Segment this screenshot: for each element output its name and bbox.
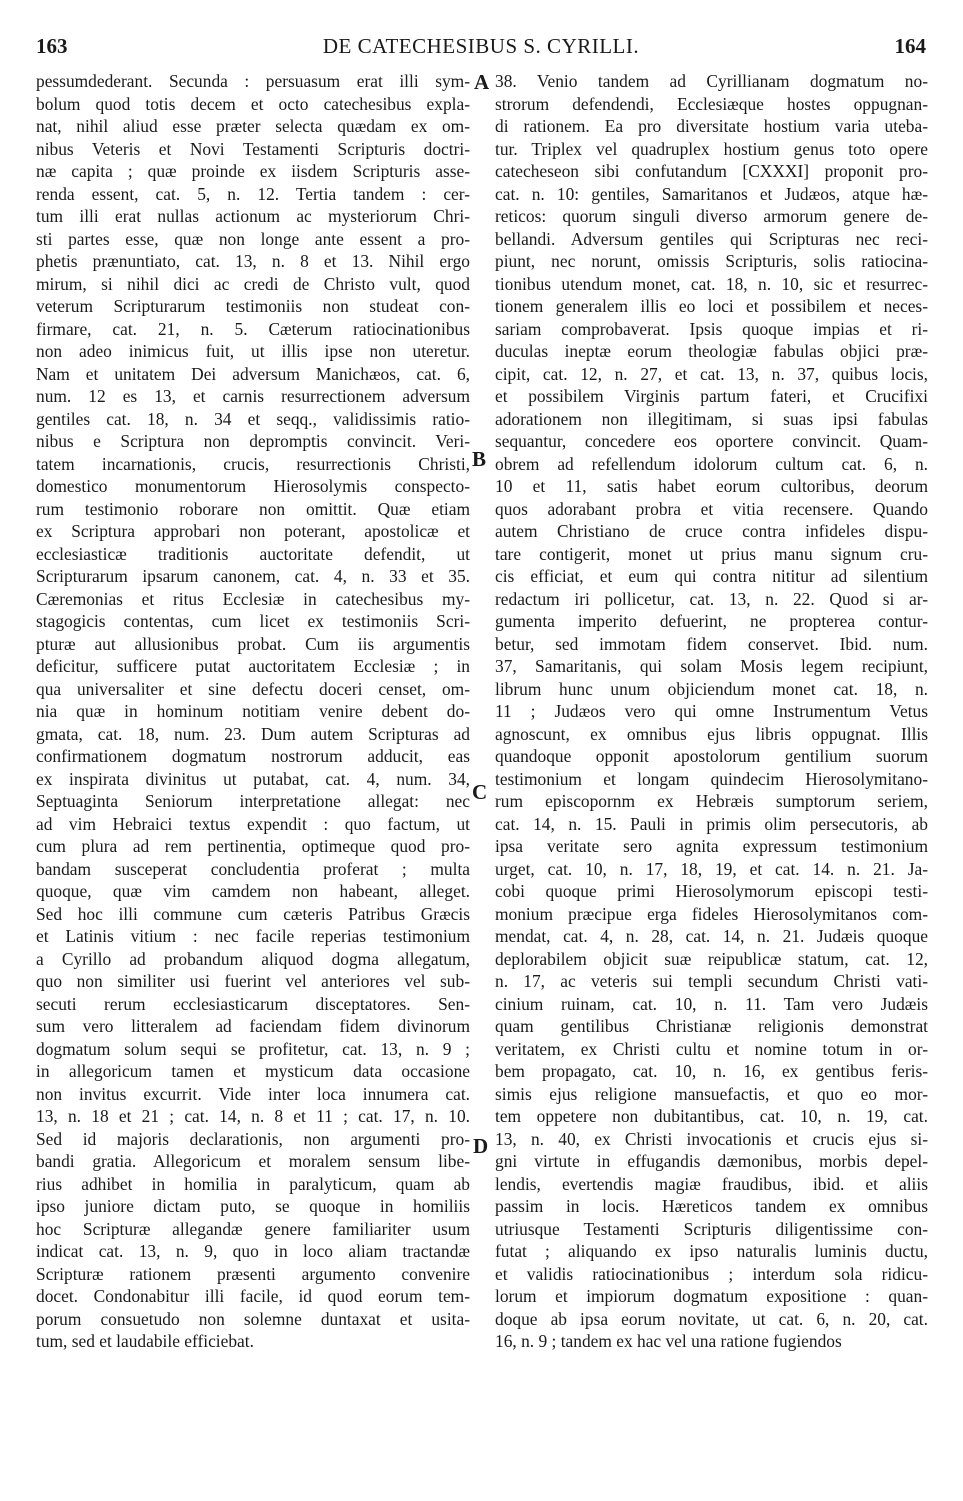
text-line: pessumdederant. Secunda : persuasum erat illi sym-: [36, 71, 470, 91]
text-line: tionem generalem illis eo loci et possibilem et neces-: [495, 296, 928, 316]
text-line: reticos: quorum singuli diverso armorum genere de-: [495, 206, 928, 226]
text-line: bandi gratia. Allegoricum et moralem sensum libe-: [36, 1151, 470, 1171]
text-line: librum hunc unum objiciendum monet cat. 18, n.: [495, 678, 928, 699]
text-line: indicat cat. 13, n. 9, quo in loco aliam tractandæ: [36, 1241, 470, 1261]
running-header: [36, 34, 926, 64]
margin-marker-c: C: [472, 780, 488, 804]
text-line: passim in locis. Hæreticos tandem ex omnibus: [495, 1196, 928, 1216]
text-line: cipit, cat. 12, n. 27, et cat. 13, n. 37, quibus locis,: [495, 363, 928, 384]
text-line: sariam comprobaverat. Ipsis quoque impias et ri-: [495, 318, 928, 339]
text-line: strorum defendendi, Ecclesiæque hostes oppugnan-: [495, 93, 928, 114]
text-line: adorationem non illegitimam, si suas ipsi fabulas: [495, 408, 928, 429]
right-text-column: [495, 70, 928, 1353]
text-line: Sed hoc illi commune cum cæteris Patribus Græcis: [36, 903, 470, 924]
text-line: quandoque opponit apostolorum gentilium suorum: [495, 746, 928, 766]
text-line: simis ejus religione mansuefactis, et quo eo mor-: [495, 1083, 928, 1104]
running-title: DE CATECHESIBUS S. CYRILLI.: [322, 34, 640, 58]
text-line: rius adhibet in homilia in paralyticum, quam ab: [36, 1173, 470, 1194]
text-line: lendis, evertendis magiæ fraudibus, ibid. et aliis: [495, 1173, 928, 1194]
text-line: confirmationem dogmatum nostrorum adducit, eas: [36, 746, 470, 766]
text-line: non invitus excurrit. Vide inter loca innumera cat.: [36, 1083, 470, 1104]
text-line: nibus e Scriptura non depromptis convincit. Veri-: [36, 431, 470, 451]
text-line: testimonium et longam quindecim Hierosolymitano-: [495, 768, 928, 789]
text-line: cum plura ad rem pertinentia, optimeque quod pro-: [36, 836, 470, 856]
text-line: n. 17, ac veteris sui templi secundum Christi vati-: [495, 971, 928, 991]
text-line: cat. 14, n. 15. Pauli in primis olim persecutoris, ab: [495, 813, 928, 834]
text-line: num. 12 es 13, et carnis resurrectionem adversum: [36, 386, 470, 406]
text-line: betur, sed immotam fidem conservet. Ibid. num.: [495, 633, 928, 654]
text-line: gumenta imperito defuerint, ne propterea contur-: [495, 611, 928, 631]
text-line: quo non similiter usi fuerint vel anteriores vel sub-: [36, 971, 470, 991]
text-line: cobi quoque primi Hierosolymorum episcopi testi-: [495, 881, 928, 901]
text-line: Septuaginta Seniorum interpretatione allegat: nec: [36, 791, 470, 811]
text-line: Nam et unitatem Dei adversum Manichæos, cat. 6,: [36, 363, 470, 384]
text-line: tur. Triplex vel quadruplex hostium genus toto opere: [495, 138, 928, 159]
text-line: docet. Condonabitur illi facile, id quod eorum tem-: [36, 1286, 470, 1306]
text-line: deplorabilem objicit suæ reipublicæ statum, cat. 12,: [495, 948, 928, 969]
text-line: bellandi. Adversum gentiles qui Scripturas nec reci-: [495, 228, 928, 249]
text-line: quos adorabant probra et vitia recensere. Quando: [495, 498, 928, 519]
margin-marker-b: B: [472, 447, 487, 471]
text-line: doque ab ipsa eorum novitate, ut cat. 6, n. 20, cat.: [495, 1308, 928, 1329]
text-line: redactum iri pollicetur, cat. 13, n. 22. Quod si ar-: [495, 588, 928, 609]
text-line: tare contigerit, monet ut prius manu signum cru-: [495, 543, 928, 564]
text-line: 10 et 11, satis habet eorum cultoribus, deorum: [495, 476, 928, 496]
left-text-column: [36, 70, 470, 1353]
margin-marker-a: A: [474, 70, 490, 94]
text-line: obrem ad refellendum idolorum cultum cat. 6, n.: [495, 453, 928, 474]
text-line: hoc Scripturæ allegandæ genere familiariter usum: [36, 1218, 470, 1239]
text-line: et Latinis vitium : nec facile reperias testimonium: [36, 926, 470, 946]
page-number-right: 164: [894, 34, 926, 58]
text-line: mirum, si nihil dici ac credi de Christo vult, quod: [36, 273, 470, 294]
text-line: 11 ; Judæos vero qui omne Instrumentum Vetus: [495, 701, 928, 721]
text-line: ipso juniore dictam puto, se quoque in homiliis: [36, 1196, 470, 1216]
text-line: quam gentilibus Christianæ religionis demonstrat: [495, 1016, 928, 1036]
text-line: futat ; aliquando ex ipso naturalis luminis ductu,: [495, 1241, 928, 1261]
text-line: dogmatum solum sequi se profitetur, cat. 13, n. 9 ;: [36, 1038, 470, 1059]
text-line: deficitur, sufficere putat auctoritatem Ecclesiæ ; in: [36, 656, 470, 676]
text-line: monium præcipue erga fideles Hierosolymitanos com-: [495, 903, 928, 924]
text-line: 13, n. 18 et 21 ; cat. 14, n. 8 et 11 ; cat. 17, n. 10.: [36, 1106, 470, 1126]
text-line: ipsa veritate sero agnita expressum testimonium: [495, 836, 928, 856]
text-line: tem oppetere non dubitantibus, cat. 10, n. 19, cat.: [495, 1106, 928, 1126]
text-line: næ capita ; quæ proinde ex iisdem Scripturis asse-: [36, 161, 470, 181]
text-line: autem Christiano de cruce contra infideles dispu-: [495, 521, 928, 541]
text-line: cinium ruinam, cat. 10, n. 11. Tam vero Judæis: [495, 993, 928, 1014]
text-line: ad vim Hebraici textus expendit : quo factum, ut: [36, 813, 470, 834]
text-line: gmata, cat. 18, num. 23. Dum autem Scripturas ad: [36, 723, 470, 744]
text-line: gni virtute in effugandis dæmonibus, morbis depel-: [495, 1151, 928, 1171]
text-line: agnoscunt, ex omnibus ejus libris oppugnat. Illis: [495, 723, 928, 744]
text-line: cat. n. 10: gentiles, Samaritanos et Judæos, atque hæ-: [495, 183, 928, 204]
text-line: quoque, quæ vim camdem non habeant, alleget.: [36, 881, 470, 901]
text-line: et validis ratiocinationibus ; interdum sola ridicu-: [495, 1263, 928, 1284]
text-line: 37, Samaritanis, qui solam Mosis legem recipiunt,: [495, 656, 928, 676]
text-line: lorum et impiorum dogmatum expositione : quan-: [495, 1286, 928, 1306]
text-line: bandam susceperat concludentia proferat ; multa: [36, 858, 470, 879]
text-line: tionibus utendum monet, cat. 18, n. 10, sic et resurrec-: [495, 273, 928, 294]
text-line: 38. Venio tandem ad Cyrillianam dogmatum no-: [495, 71, 928, 91]
text-line: tatem incarnationis, crucis, resurrectionis Christi,: [36, 453, 470, 474]
text-line: tum, sed et laudabile efficiebat.: [36, 1331, 254, 1351]
text-line: mendat, cat. 4, n. 28, cat. 14, n. 21. Judæis quoque: [495, 926, 928, 946]
text-line: gentiles cat. 18, n. 34 et seqq., validissimis ratio-: [36, 408, 470, 429]
text-line: ecclesiasticæ traditionis auctoritate defendit, ut: [36, 543, 470, 564]
text-line: sti partes esse, quæ non longe ante essent a pro-: [36, 228, 470, 249]
text-line: nibus Veteris et Novi Testamenti Scripturis doctri-: [36, 138, 470, 159]
text-line: bem propagato, cat. 10, n. 16, ex gentibus feris-: [495, 1061, 928, 1081]
text-line: bolum quod totis decem et octo catechesibus expla-: [36, 93, 470, 114]
text-line: pturæ aut allusionibus probat. Cum iis argumentis: [36, 633, 470, 654]
text-line: firmare, cat. 21, n. 5. Cæterum ratiocinationibus: [36, 318, 470, 339]
text-line: porum consuetudo non solemne duntaxat et usita-: [36, 1308, 470, 1329]
text-line: nat, nihil aliud esse præter selecta quædam ex om-: [36, 116, 470, 136]
text-line: Scripturarum ipsarum canonem, cat. 4, n. 33 et 35.: [36, 566, 470, 586]
text-line: ex Scriptura approbari non poterant, apostolicæ et: [36, 521, 470, 541]
text-line: 16, n. 9 ; tandem ex hac vel una ratione fugiendos: [495, 1331, 842, 1351]
text-line: rum testimonio roborare non omittit. Quæ etiam: [36, 498, 470, 519]
text-line: urget, cat. 10, n. 17, 18, 19, et cat. 14. n. 21. Ja-: [495, 858, 928, 879]
text-line: Cæremonias et ritus Ecclesiæ in catechesibus my-: [36, 588, 470, 609]
text-line: 13, n. 40, ex Christi invocationis et crucis ejus si-: [495, 1128, 928, 1149]
text-line: di rationem. Ea pro diversitate hostium varia uteba-: [495, 116, 928, 136]
text-line: secuti rerum ecclesiasticarum disceptatores. Sen-: [36, 993, 470, 1014]
text-line: a Cyrillo ad probandum aliquod dogma allegatum,: [36, 948, 470, 969]
text-line: et possibilem Virginis partum fateri, et Crucifixi: [495, 386, 928, 406]
text-line: qua universaliter et sine defectu doceri censet, om-: [36, 678, 470, 699]
text-line: duculas ineptæ eorum theologiæ fabulas objici præ-: [495, 341, 928, 361]
text-line: in allegoricum tamen et mysticum data occasione: [36, 1061, 470, 1081]
text-line: sequantur, concedere eos oportere convincit. Quam-: [495, 431, 928, 451]
text-line: cis efficiat, et eum qui contra nititur ad silentium: [495, 566, 928, 586]
text-line: tum illi erat nullas actionum ac mysteriorum Chri-: [36, 206, 470, 226]
text-line: rum episcopornm ex Hebræis sumptorum seriem,: [495, 791, 928, 811]
page-number-left: 163: [36, 34, 68, 58]
text-line: piunt, nec norunt, omissis Scripturis, solis ratiocina-: [495, 251, 928, 271]
text-line: nia quæ in hominum notitiam venire debent do-: [36, 701, 470, 721]
text-line: catecheseon sibi confutandum [CXXXI] proponit pro-: [495, 161, 928, 181]
text-line: veritatem, ex Christi cultu et nomine totum in or-: [495, 1038, 928, 1059]
text-line: renda essent, cat. 5, n. 12. Tertia tandem : cer-: [36, 183, 470, 204]
text-line: domestico monumentorum Hierosolymis conspecto-: [36, 476, 470, 496]
text-line: stagogicis contentas, cum licet ex testimoniis Scri-: [36, 611, 470, 631]
text-line: Sed id majoris declarationis, non argumenti pro-: [36, 1128, 470, 1149]
text-line: Scripturæ rationem præsenti argumento convenire: [36, 1263, 470, 1284]
margin-marker-d: D: [473, 1134, 489, 1158]
text-line: veterum Scripturarum testimoniis non studeat con-: [36, 296, 470, 316]
text-line: ex inspirata divinitus ut putabat, cat. 4, num. 34,: [36, 768, 470, 789]
text-line: phetis prænuntiato, cat. 13, n. 8 et 13. Nihil ergo: [36, 251, 470, 271]
text-line: utriusque Testamenti Scripturis diligentissime con-: [495, 1218, 928, 1239]
text-line: sum vero litteralem ad faciendam fidem divinorum: [36, 1016, 470, 1036]
text-line: non adeo inimicus fuit, ut illis ipse non uteretur.: [36, 341, 470, 361]
